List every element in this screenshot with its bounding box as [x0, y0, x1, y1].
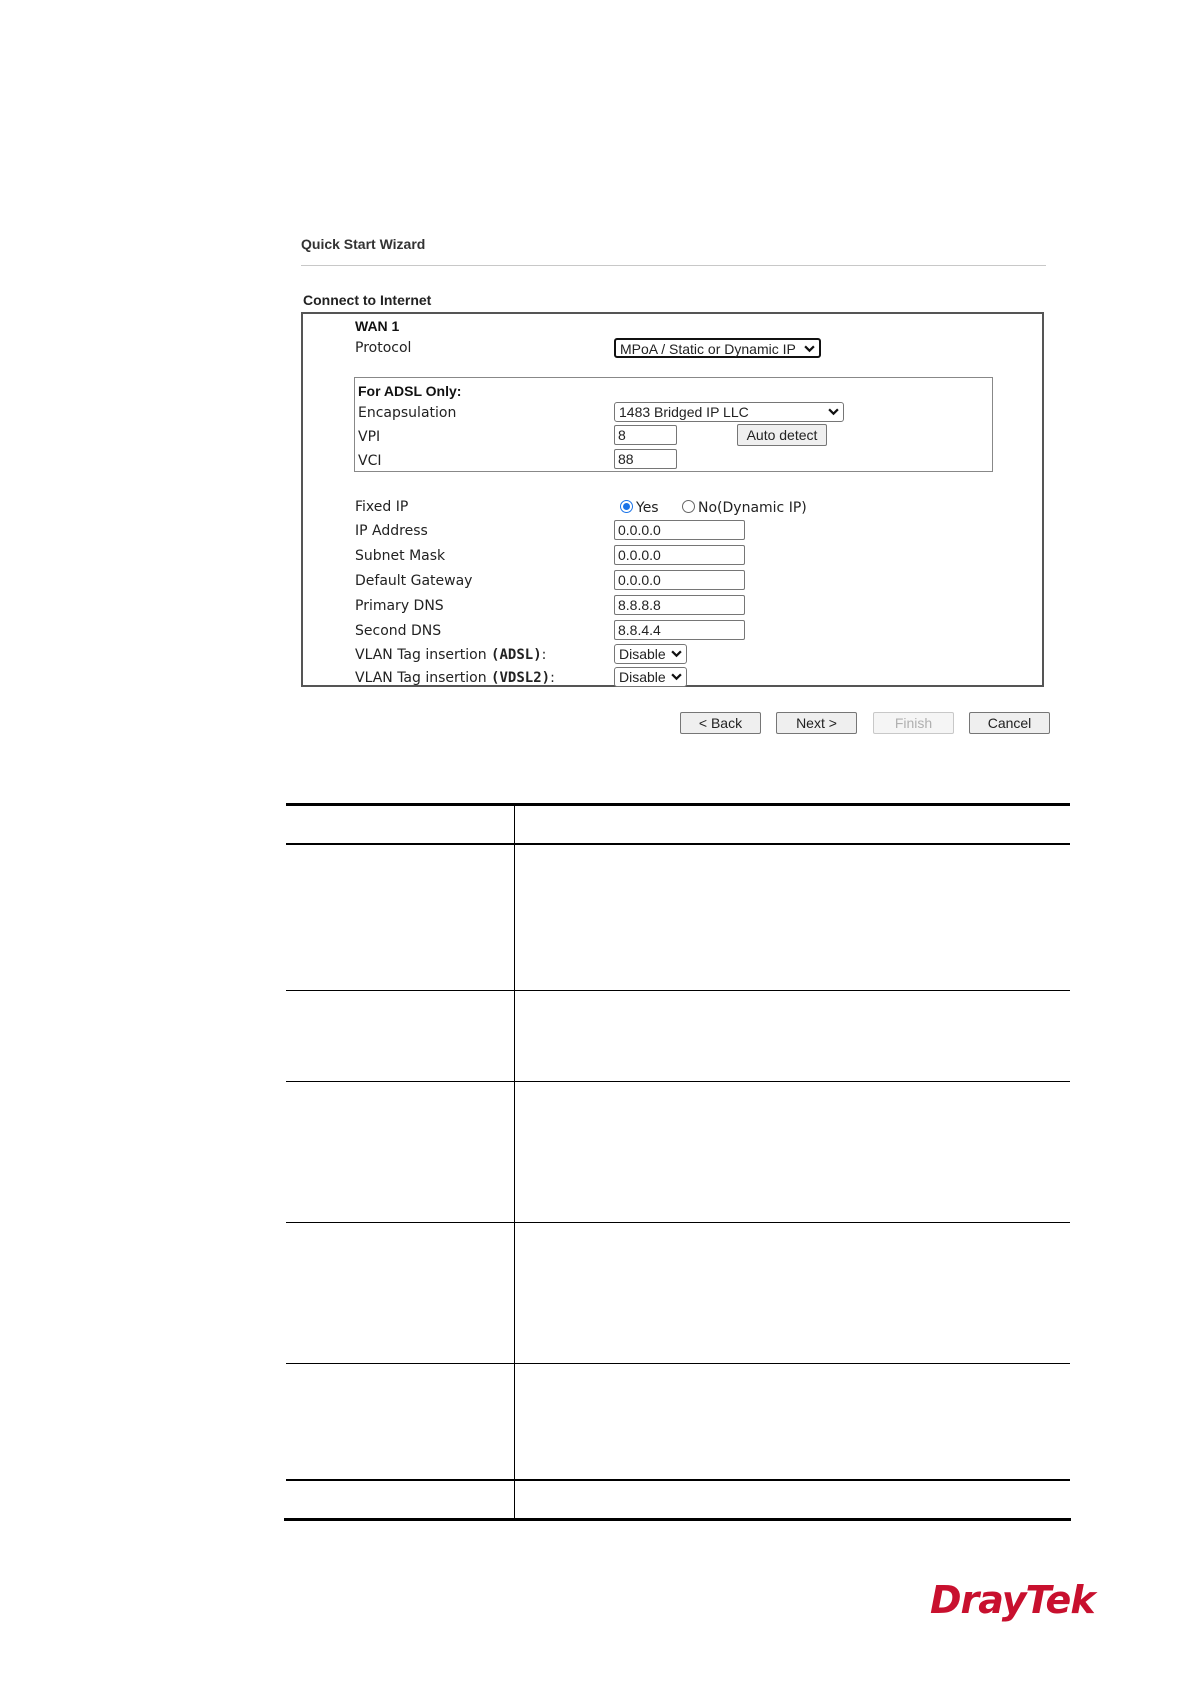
- vlan-adsl-label-text: VLAN Tag insertion: [355, 647, 492, 663]
- vci-label: VCI: [358, 453, 382, 469]
- primary-dns-label: Primary DNS: [355, 598, 444, 614]
- encapsulation-value: 1483 Bridged IP LLC: [619, 404, 749, 420]
- vlan-vdsl2-label-bold: (VDSL2): [491, 670, 551, 686]
- vlan-adsl-select[interactable]: [614, 644, 687, 664]
- fixed-ip-yes-label: Yes: [636, 500, 659, 516]
- wizard-title: Quick Start Wizard: [301, 236, 426, 252]
- vlan-vdsl2-label-colon: :: [550, 670, 555, 686]
- vlan-adsl-label-bold: (ADSL): [491, 647, 542, 663]
- vlan-vdsl2-value: Disable: [619, 669, 666, 685]
- table-top-rule: [286, 803, 1070, 806]
- table-row-divider: [286, 990, 1070, 991]
- cancel-button[interactable]: Cancel: [969, 712, 1050, 734]
- fixed-ip-no-label: No(Dynamic IP): [698, 500, 807, 516]
- vlan-vdsl2-label: [355, 670, 555, 686]
- draytek-logo: DrayTek: [930, 1578, 1095, 1622]
- section-title: Connect to Internet: [303, 292, 432, 308]
- table-header-rule: [286, 843, 1070, 845]
- encapsulation-select[interactable]: [614, 402, 844, 422]
- protocol-value: MPoA / Static or Dynamic IP: [620, 341, 796, 357]
- encapsulation-label: Encapsulation: [358, 405, 457, 421]
- second-dns-input[interactable]: 8.8.4.4: [614, 620, 745, 640]
- chevron-down-icon: [671, 671, 682, 682]
- table-row-divider: [286, 1081, 1070, 1082]
- fixed-ip-yes-radio[interactable]: [620, 500, 633, 513]
- protocol-label: Protocol: [355, 340, 412, 356]
- protocol-select[interactable]: [614, 338, 821, 358]
- vlan-adsl-label: [355, 647, 546, 663]
- vlan-adsl-label-colon: :: [541, 647, 547, 663]
- title-divider: [301, 265, 1046, 266]
- next-button[interactable]: Next >: [776, 712, 857, 734]
- chevron-down-icon: [804, 343, 815, 354]
- fixed-ip-no-radio[interactable]: [682, 500, 695, 513]
- ip-address-label: IP Address: [355, 523, 428, 539]
- default-gateway-label: Default Gateway: [355, 573, 473, 589]
- table-bottom-rule: [284, 1518, 1071, 1521]
- table-row-divider: [286, 1479, 1070, 1481]
- subnet-mask-label: Subnet Mask: [355, 548, 446, 564]
- vlan-vdsl2-label-text: VLAN Tag insertion: [355, 670, 492, 686]
- fixed-ip-label: Fixed IP: [355, 499, 409, 515]
- primary-dns-input[interactable]: 8.8.8.8: [614, 595, 745, 615]
- vlan-adsl-value: Disable: [619, 646, 666, 662]
- second-dns-label: Second DNS: [355, 623, 442, 639]
- table-row-divider: [286, 1222, 1070, 1223]
- finish-button[interactable]: Finish: [873, 712, 954, 734]
- table-row-divider: [286, 1363, 1070, 1364]
- vci-input[interactable]: 88: [614, 449, 677, 469]
- vpi-input[interactable]: 8: [614, 425, 677, 445]
- adsl-heading: For ADSL Only:: [358, 383, 462, 399]
- wan-label: WAN 1: [355, 318, 400, 334]
- vlan-vdsl2-select[interactable]: [614, 667, 687, 687]
- ip-address-input[interactable]: 0.0.0.0: [614, 520, 745, 540]
- chevron-down-icon: [828, 406, 839, 417]
- subnet-mask-input[interactable]: 0.0.0.0: [614, 545, 745, 565]
- default-gateway-input[interactable]: 0.0.0.0: [614, 570, 745, 590]
- table-column-divider: [514, 805, 515, 1519]
- vpi-label: VPI: [358, 429, 381, 445]
- chevron-down-icon: [671, 648, 682, 659]
- back-button[interactable]: < Back: [680, 712, 761, 734]
- auto-detect-button[interactable]: Auto detect: [737, 424, 827, 446]
